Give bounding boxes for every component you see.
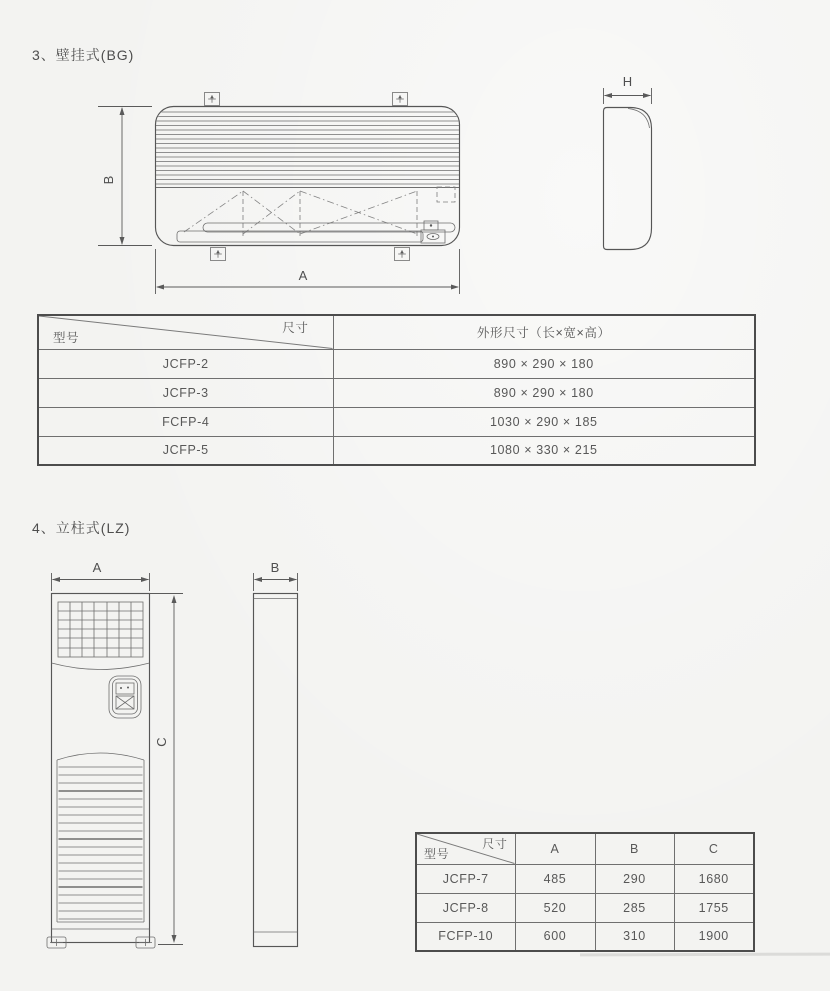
- corner-label-size: 尺寸: [282, 321, 309, 335]
- dimension-b: [98, 107, 152, 246]
- front-panel-curve-bottom: [57, 753, 144, 760]
- table-row: [38, 378, 755, 407]
- section-lz-title: 4、立柱式(LZ): [32, 520, 131, 536]
- dimension-a: [156, 249, 460, 294]
- dim-label-h: H: [622, 74, 633, 89]
- model-cell: FCFP-10: [416, 922, 515, 951]
- floor-unit-drawing: [0, 550, 340, 970]
- value-cell: 285: [595, 893, 674, 922]
- intake-louvers: [57, 760, 144, 922]
- dimension-b-floor: [254, 560, 298, 591]
- model-cell: JCFP-2: [38, 349, 333, 378]
- value-cell: 520: [515, 893, 595, 922]
- dim-label-b-floor: B: [270, 560, 280, 575]
- value-cell: 1755: [674, 893, 754, 922]
- model-cell: JCFP-3: [38, 378, 333, 407]
- lz-dimensions-table: [415, 832, 755, 952]
- mounting-brackets: [205, 93, 410, 261]
- table-row: [416, 893, 754, 922]
- outlet-grille: [58, 602, 143, 657]
- dim-label-a: A: [298, 268, 308, 283]
- floor-unit-front-view: [47, 560, 183, 948]
- section-bg-title: 3、壁挂式(BG): [32, 47, 135, 63]
- size-cell: 1080 × 330 × 215: [333, 436, 755, 465]
- corner-label-model: 型号: [424, 846, 450, 861]
- front-panel-curve-top: [52, 663, 150, 670]
- floor-unit-side-view: [254, 560, 298, 947]
- bg-dimensions-table: [37, 314, 756, 466]
- corner-label-model: 型号: [53, 330, 80, 345]
- column-header-b: B: [595, 833, 674, 864]
- column-header-c: C: [674, 833, 754, 864]
- inlet-louvers: [155, 112, 460, 188]
- column-header-outline-size: 外形尺寸（长×宽×高）: [333, 315, 755, 349]
- control-panel: [109, 676, 141, 718]
- corner-header-cell: [38, 315, 333, 349]
- table-row: [38, 349, 755, 378]
- table-header-row: [38, 315, 755, 349]
- dim-label-b: B: [101, 175, 116, 185]
- size-cell: 890 × 290 × 180: [333, 378, 755, 407]
- model-cell: JCFP-7: [416, 864, 515, 893]
- model-cell: JCFP-5: [38, 436, 333, 465]
- dimension-c-floor: [150, 594, 184, 945]
- size-cell: 1030 × 290 × 185: [333, 407, 755, 436]
- table-row: [38, 407, 755, 436]
- wall-unit-drawing: [0, 60, 830, 310]
- corner-label-size: 尺寸: [482, 837, 508, 851]
- value-cell: 310: [595, 922, 674, 951]
- value-cell: 290: [595, 864, 674, 893]
- dimension-h: [604, 74, 652, 104]
- dimension-a-floor: [52, 560, 150, 591]
- corner-header-cell: [416, 833, 515, 864]
- model-cell: FCFP-4: [38, 407, 333, 436]
- table-header-row: [416, 833, 754, 864]
- column-header-a: A: [515, 833, 595, 864]
- hidden-structure-lines: [184, 187, 455, 236]
- scan-edge-artifact: [580, 953, 830, 957]
- table-row: [416, 864, 754, 893]
- size-cell: 890 × 290 × 180: [333, 349, 755, 378]
- air-outlet-deflector: [177, 221, 455, 243]
- value-cell: 600: [515, 922, 595, 951]
- dim-label-a-floor: A: [92, 560, 102, 575]
- model-cell: JCFP-8: [416, 893, 515, 922]
- dim-label-c-floor: C: [154, 737, 169, 747]
- value-cell: 1900: [674, 922, 754, 951]
- wall-unit-front-view: [155, 93, 460, 261]
- wall-unit-side-view: [604, 74, 652, 250]
- value-cell: 1680: [674, 864, 754, 893]
- value-cell: 485: [515, 864, 595, 893]
- table-row: [416, 922, 754, 951]
- table-row: [38, 436, 755, 465]
